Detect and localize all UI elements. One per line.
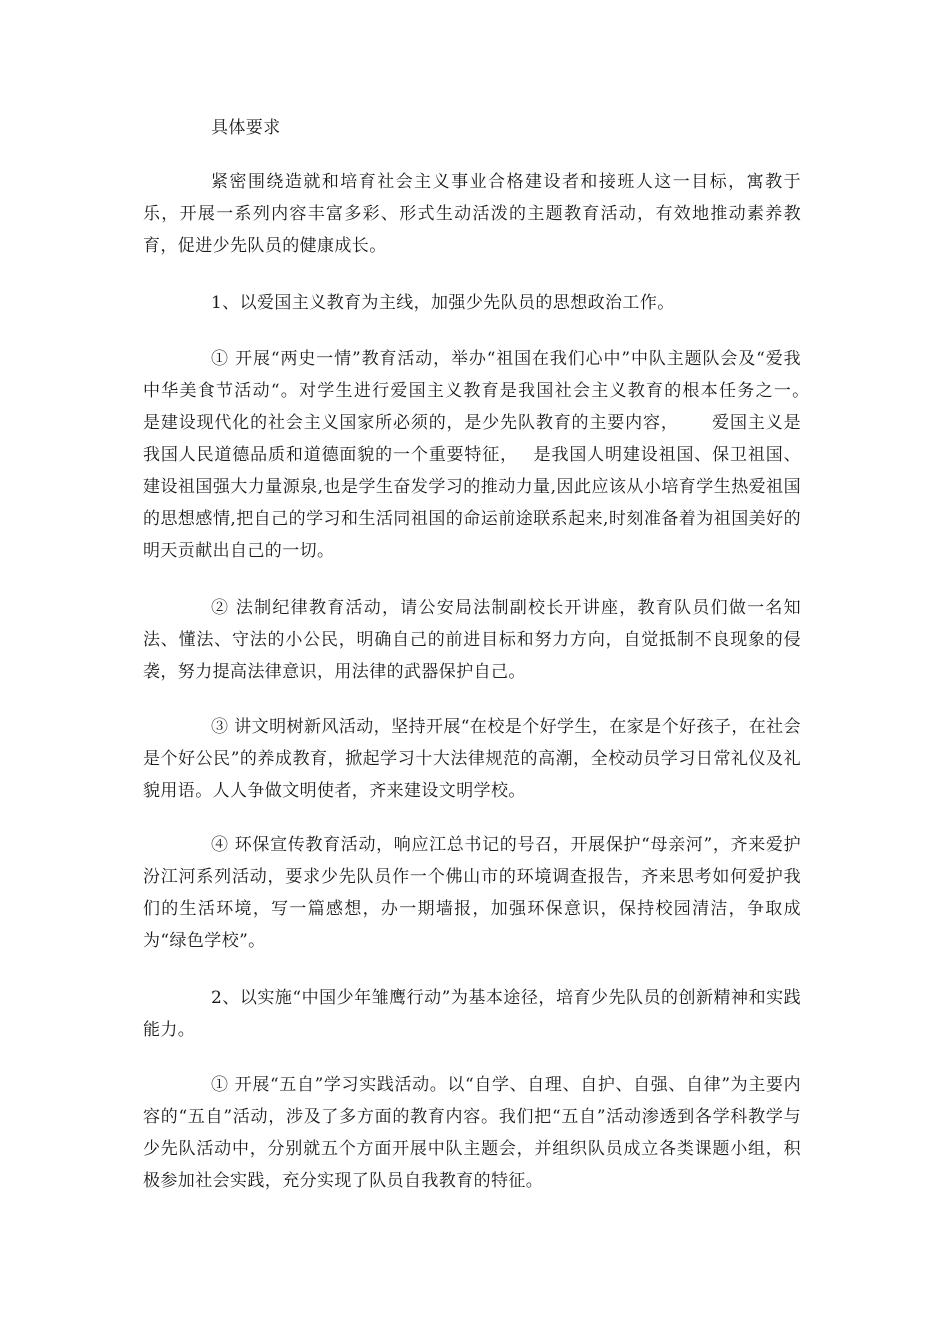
section-heading: 具体要求 bbox=[211, 118, 281, 138]
item-2-heading: 2、以实施“中国少年雏鹰行动”为基本途径，培育少先队员的创新精神和实践能力。 bbox=[143, 988, 801, 1040]
item-1-point-3: ③ 讲文明树新风活动，坚持开展“在校是个好学生，在家是个好孩子，在社会是个好公民”的养成教育，掀起学习十大法律规范的高潮，全校动员学习日常礼仪及礼貌用语。人人争做文明使者，齐来建设文明学校。 bbox=[143, 717, 801, 801]
item-1-point-4: ④ 环保宣传教育活动，响应江总书记的号召，开展保护“母亲河”，齐来爱护汾江河系列活动，要求少先队员作一个佛山市的环境调查报告，齐来思考如何爱护我们的生活环境，写一篇感想，办一期墙报，加强环保意识，保持校园清洁，争取成为“绿色学校”。 bbox=[143, 835, 801, 951]
item-1-heading: 1、以爱国主义教育为主线，加强少先队员的思想政治工作。 bbox=[211, 293, 675, 313]
item-1-point-2: ② 法制纪律教育活动，请公安局法制副校长开讲座，教育队员们做一名知法、懂法、守法的小公民，明确自己的前进目标和努力方向，自觉抵制不良现象的侵袭，努力提高法律意识，用法律的武器保护自己。 bbox=[143, 598, 801, 682]
intro-paragraph: 紧密围绕造就和培育社会主义事业合格建设者和接班人这一目标，寓教于乐，开展一系列内容丰富多彩、形式生动活泼的主题教育活动，有效地推动素养教育，促进少先队员的健康成长。 bbox=[143, 172, 801, 256]
item-2-point-1: ① 开展“五自”学习实践活动。以“自学、自理、自护、自强、自律”为主要内容的“五自”活动，涉及了多方面的教育内容。我们把“五自”活动渗透到各学科教学与少先队活动中，分别就五个方面开展中队主题会，并组织队员成立各类课题小组，积极参加社会实践，充分实现了队员自我教育的特征。 bbox=[143, 1075, 801, 1191]
item-1-point-1: ① 开展“两史一情”教育活动，举办“祖国在我们心中”中队主题队会及“爱我中华美食节活动“。对学生进行爱国主义教育是我国社会主义教育的根本任务之一。 是建设现代化的社会主义国家所必须的，是少先队教育的主要内容， 爱国主义是我国人民道德品质和道德面貌的一个重要特征， 是我国人明建设祖国、保卫祖国、建设祖国强大力量源泉,也是学生奋发学习的推动力量,因此应该从小培育学生热爱祖国的思想感情,把自己的学习和生活同祖国的命运前途联系起来,时刻准备着为祖国美好的明天贡献出自己的一切。 bbox=[143, 349, 825, 561]
